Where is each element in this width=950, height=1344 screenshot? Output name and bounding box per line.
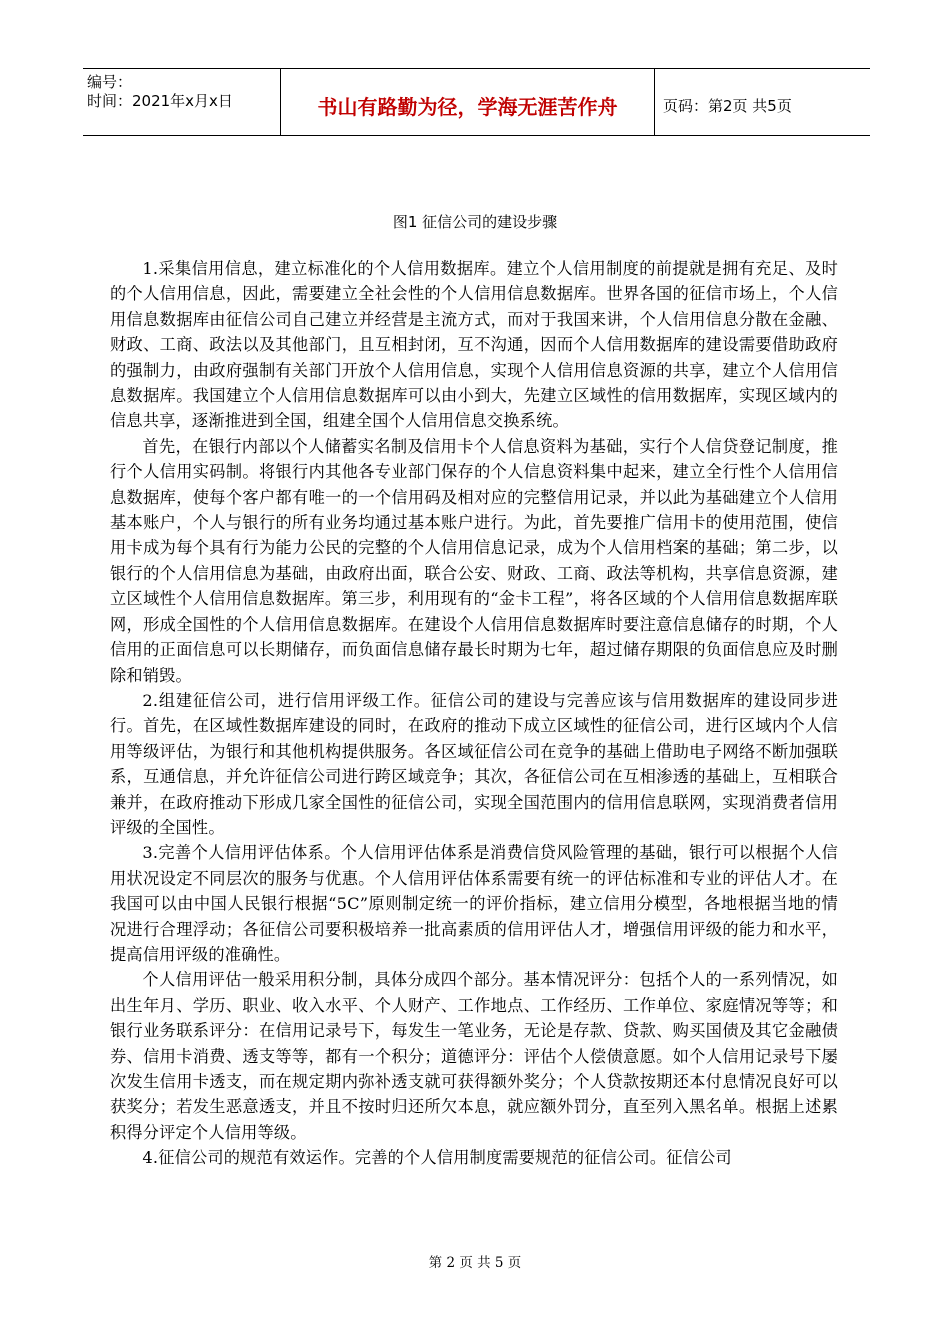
doc-number-label: 编号： [87, 73, 133, 91]
paragraph-4: 3.完善个人信用评估体系。个人信用评估体系是消费信贷风险管理的基础，银行可以根据个人信用状况设定不同层次的服务与优惠。个人信用评估体系需要有统一的评估标准和专业的评估人才。在我国可以由中国人民银行根据“5C”原则制定统一的评价指标，建立信用分模型，各地根据当地的情况进行合理浮动；各征信公司要积极培养一批高素质的信用评估人才，增强信用评级的能力和水平，提高信用评级的准确性。 [110, 843, 838, 964]
figure-caption: 图1 征信公司的建设步骤 [392, 213, 558, 231]
page-footer: 第 2 页 共 5 页 [428, 1255, 522, 1271]
paragraph-3: 2.组建征信公司，进行信用评级工作。征信公司的建设与完善应该与信用数据库的建设同步进行。首先，在区域性数据库建设的同时，在政府的推动下成立区域性的征信公司，进行区域内个人信用等级评估，为银行和其他机构提供服务。各区域征信公司在竞争的基础上借助电子网络不断加强联系，互通信息，并允许征信公司进行跨区域竞争；其次，各征信公司在互相渗透的基础上，互相联合兼并，在政府推动下形成几家全国性的征信公司，实现全国范围内的信用信息联网，实现消费者信用评级的全国性。 [110, 690, 838, 837]
header-page-info: 页码：第2页 共5页 [663, 96, 792, 115]
header-meta [83, 69, 281, 135]
header-motto: 书山有路勤为径，学海无涯苦作舟 [281, 69, 655, 135]
paragraph-5: 个人信用评估一般采用积分制，具体分成四个部分。基本情况评分：包括个人的一系列情况，如出生年月、学历、职业、收入水平、个人财产、工作地点、工作经历、工作单位、家庭情况等等；和银行业务联系评分：在信用记录号下，每发生一笔业务，无论是存款、贷款、购买国债及其它金融债券、信用卡消费、透支等等，都有一个积分；道德评分：评估个人偿债意愿。如个人信用记录号下屡次发生信用卡透支，而在规定期内弥补透支就可获得额外奖分；个人贷款按期还本付息情况良好可以获奖分；若发生恶意透支，并且不按时归还所欠本息，就应额外罚分，直至列入黑名单。根据上述累积得分评定个人信用等级。 [110, 970, 838, 1142]
paragraph-2: 首先，在银行内部以个人储蓄实名制及信用卡个人信息资料为基础，实行个人信贷登记制度，推行个人信用实码制。将银行内其他各专业部门保存的个人信息资料集中起来，建立全行性个人信用信息数据库，使每个客户都有唯一的一个信用码及相对应的完整信用记录，并以此为基础建立个人信用基本账户，个人与银行的所有业务均通过基本账户进行。为此，首先要推广信用卡的使用范围，使信用卡成为每个具有行为能力公民的完整的个人信用信息记录，成为个人信用档案的基础；第二步，以银行的个人信用信息为基础，由政府出面，联合公安、财政、工商、政法等机构，共享信息资源，建立区域性个人信用信息数据库。第三步，利用现有的“金卡工程”，将各区域的个人信用信息数据库联网，形成全国性的个人信用信息数据库。在建设个人信用信息数据库时要注意信息储存的时期，个人信用的正面信息可以长期储存，而负面信息储存最长时期为七年，超过储存期限的负面信息应及时删除和销毁。 [110, 436, 838, 685]
paragraph-1: 1.采集信用信息，建立标准化的个人信用数据库。建立个人信用制度的前提就是拥有充足、及时的个人信用信息，因此，需要建立全社会性的个人信用信息数据库。世界各国的征信市场上，个人信用信息数据库由征信公司自己建立并经营是主流方式，而对于我国来讲，个人信用信息分散在金融、财政、工商、政法以及其他部门，且互相封闭，互不沟通，因而个人信用数据库的建设需要借助政府的强制力，由政府强制有关部门开放个人信用信息，实现个人信用信息资源的共享，建立个人信用信息数据库。我国建立个人信用信息数据库可以由小到大，先建立区域性的信用数据库，实现区域内的信息共享，逐渐推进到全国，组建全国个人信用信息交换系统。 [110, 259, 838, 431]
page-header [83, 68, 870, 136]
body-text [110, 256, 838, 1171]
paragraph-6: 4.征信公司的规范有效运作。完善的个人信用制度需要规范的征信公司。征信公司 [142, 1148, 732, 1168]
doc-time-label: 时间：2021年x月x日 [87, 92, 233, 110]
